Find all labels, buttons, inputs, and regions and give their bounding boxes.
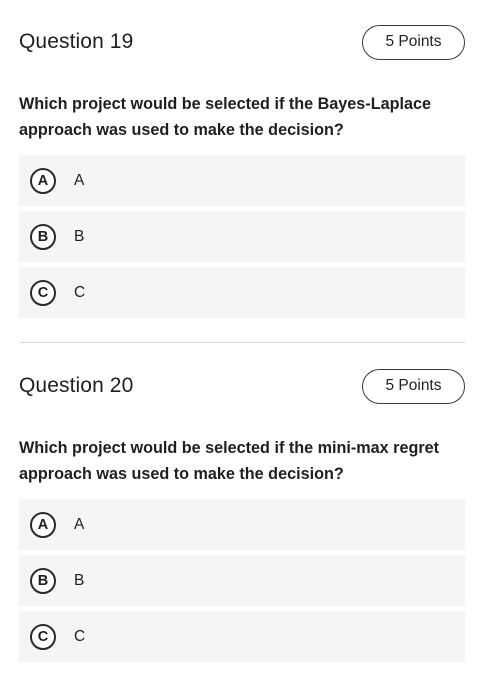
option-label: B — [74, 571, 85, 589]
option-label: C — [74, 627, 86, 645]
option-a[interactable] — [19, 499, 465, 550]
option-letter-badge: B — [30, 224, 56, 250]
option-c[interactable] — [19, 267, 465, 318]
question-text: Which project would be selected if the Bayes-Laplace approach was used to make the decision? — [19, 95, 431, 139]
question-title: Question 19 — [19, 30, 134, 53]
answer-options — [19, 155, 465, 318]
option-b[interactable] — [19, 211, 465, 262]
question-19 — [19, 0, 465, 318]
question-title: Question 20 — [19, 374, 134, 397]
option-label: A — [74, 171, 85, 189]
option-letter-badge: A — [30, 168, 56, 194]
option-c[interactable] — [19, 611, 465, 662]
option-letter-badge: B — [30, 568, 56, 594]
question-header — [19, 367, 465, 405]
question-20 — [19, 343, 465, 662]
option-label: C — [74, 283, 86, 301]
answer-options — [19, 499, 465, 662]
question-header — [19, 23, 465, 61]
option-b[interactable] — [19, 555, 465, 606]
points-badge: 5 Points — [362, 369, 465, 404]
option-a[interactable] — [19, 155, 465, 206]
option-label: A — [74, 515, 85, 533]
option-letter-badge: A — [30, 512, 56, 538]
option-letter-badge: C — [30, 280, 56, 306]
option-label: B — [74, 227, 85, 245]
question-text: Which project would be selected if the mini-max regret approach was used to make the decision? — [19, 439, 440, 483]
points-badge: 5 Points — [362, 25, 465, 60]
option-letter-badge: C — [30, 624, 56, 650]
